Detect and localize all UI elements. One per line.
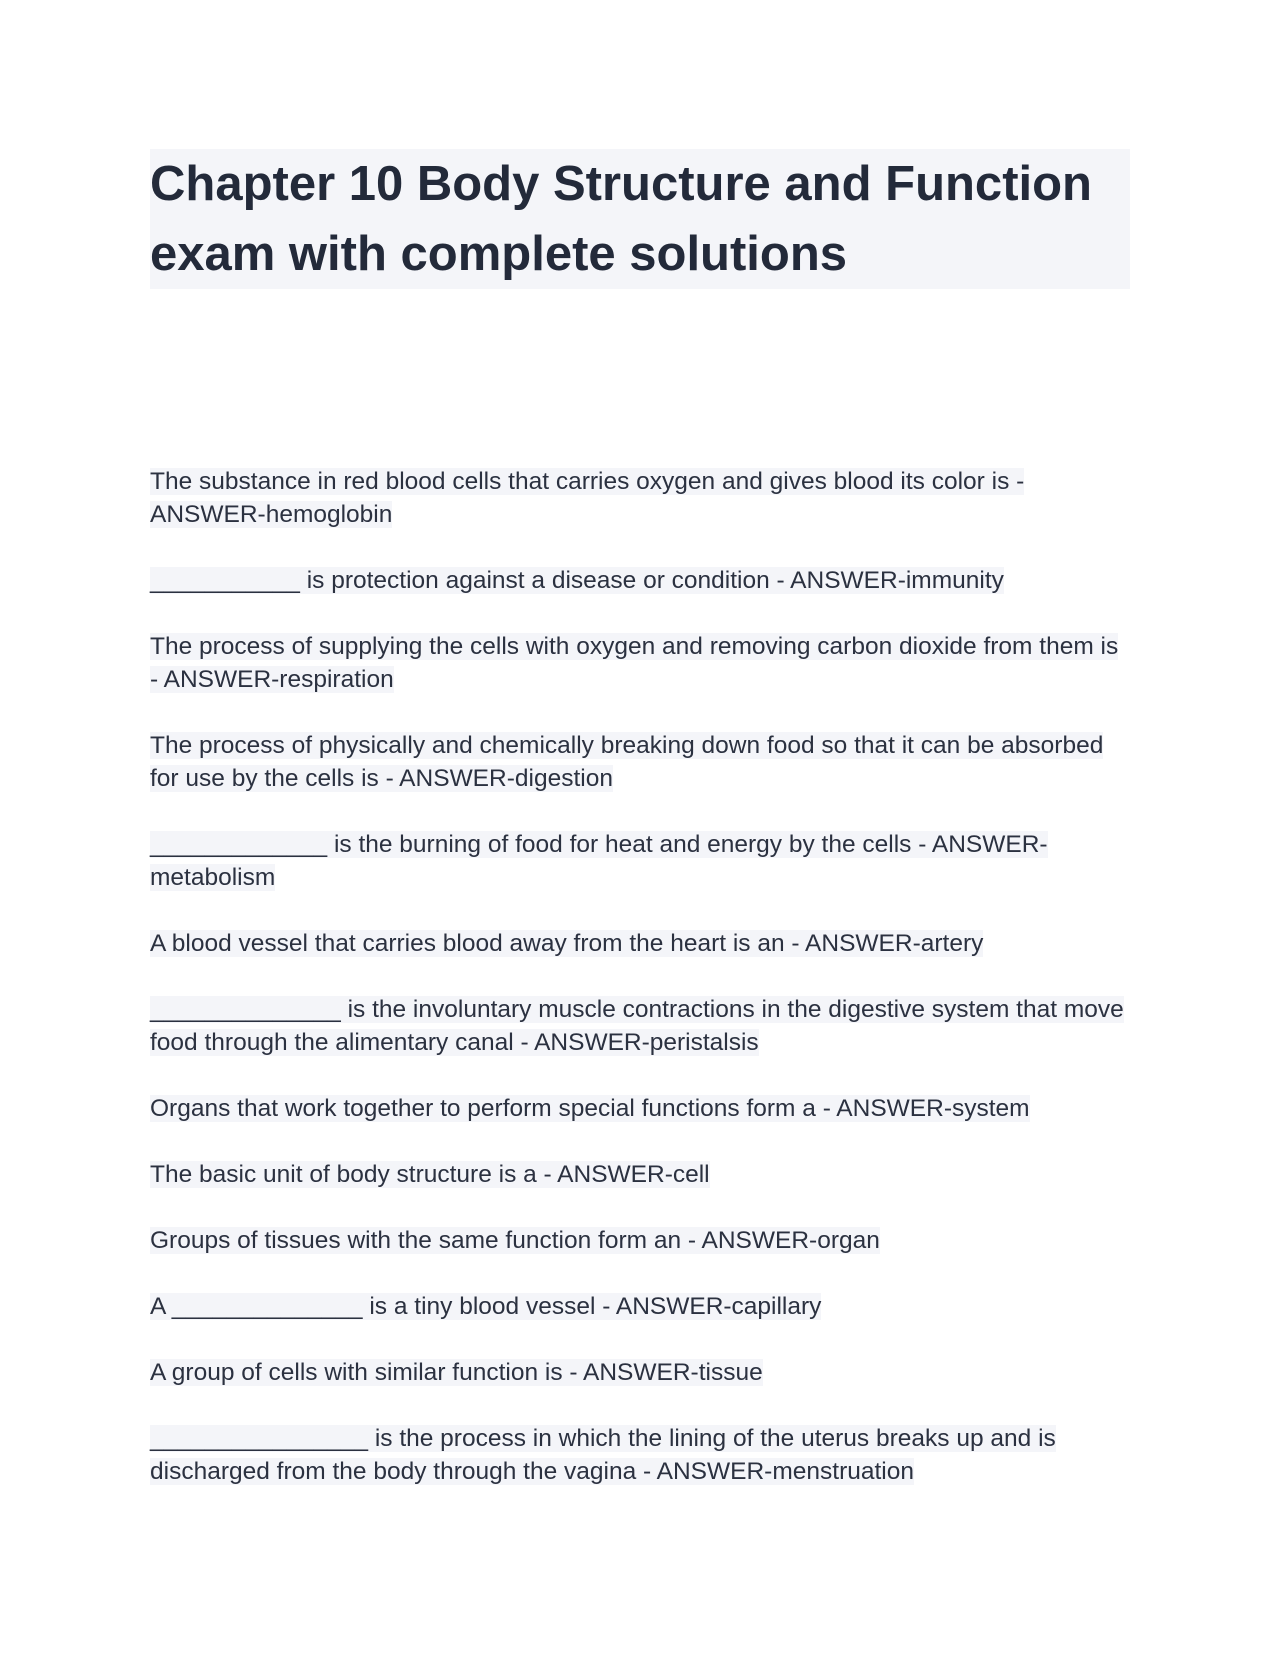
question-answer-item [150,729,1130,795]
question-answer-item [150,1158,1130,1191]
question-answer-text: The substance in red blood cells that carries oxygen and gives blood its color is - ANSWER-hemoglobin [150,468,1025,528]
question-answer-list [150,465,1130,1488]
question-answer-item [150,828,1130,894]
question-answer-item [150,564,1130,597]
question-answer-item [150,1224,1130,1257]
question-answer-item [150,1092,1130,1125]
question-answer-item [150,1356,1130,1389]
document-title: Chapter 10 Body Structure and Function exam with complete solutions [150,149,1130,289]
question-answer-item [150,927,1130,960]
question-answer-text: _____________ is the burning of food for heat and energy by the cells - ANSWER-metabolism [150,831,1048,891]
question-answer-text: The process of supplying the cells with oxygen and removing carbon dioxide from them is - ANSWER-respiration [150,633,1119,693]
question-answer-text: ________________ is the process in which the lining of the uterus breaks up and is discharged from the body through the vagina - ANSWER-menstruation [150,1425,1056,1485]
question-answer-item [150,465,1130,531]
question-answer-text: ______________ is the involuntary muscle contractions in the digestive system that move food through the alimentary canal - ANSWER-peristalsis [150,996,1124,1056]
question-answer-item [150,1422,1130,1488]
question-answer-item [150,630,1130,696]
question-answer-item [150,1290,1130,1323]
question-answer-text: The basic unit of body structure is a - ANSWER-cell [150,1161,710,1188]
document-page [150,149,1130,1521]
question-answer-text: Organs that work together to perform special functions form a - ANSWER-system [150,1095,1030,1122]
question-answer-text: ___________ is protection against a disease or condition - ANSWER-immunity [150,567,1004,594]
question-answer-text: The process of physically and chemically breaking down food so that it can be absorbed for use by the cells is - ANSWER-digestion [150,732,1104,792]
question-answer-text: Groups of tissues with the same function form an - ANSWER-organ [150,1227,880,1254]
question-answer-text: A ______________ is a tiny blood vessel - ANSWER-capillary [150,1293,822,1320]
question-answer-text: A blood vessel that carries blood away from the heart is an - ANSWER-artery [150,930,984,957]
question-answer-text: A group of cells with similar function is - ANSWER-tissue [150,1359,763,1386]
question-answer-item [150,993,1130,1059]
